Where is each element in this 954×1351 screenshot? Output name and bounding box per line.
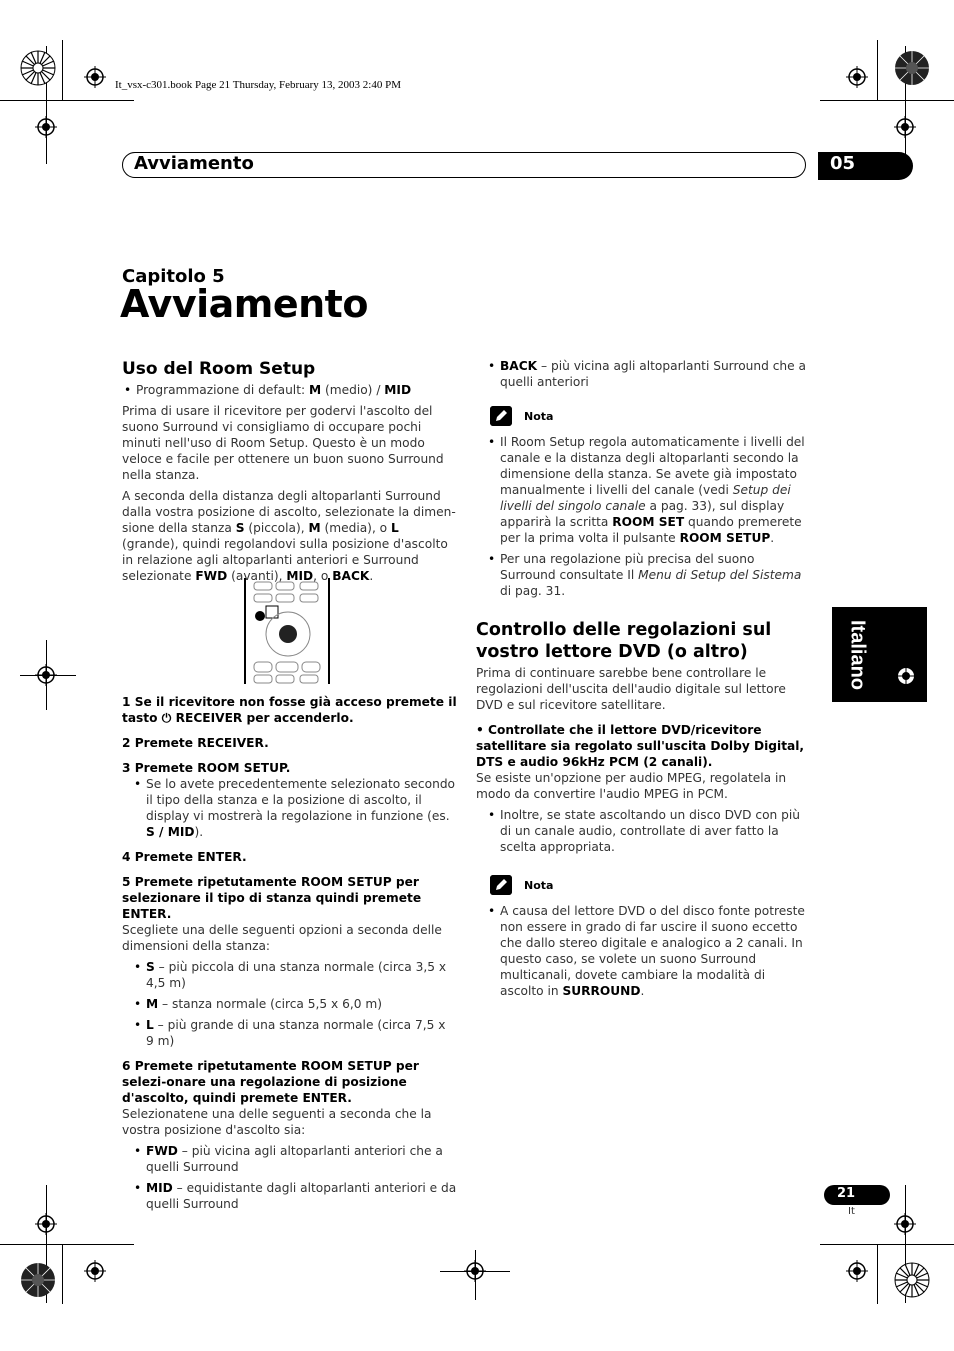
note-header: [490, 406, 808, 426]
paragraph: Selezionatene una delle seguenti a seconda che la vostra posizione d'ascolto sia:: [122, 1107, 432, 1137]
crop-mark: [62, 1244, 63, 1304]
registration-target-icon: [84, 1260, 106, 1282]
paragraph: Prima di usare il ricevitore per godervi l'ascolto del suono Surround vi consigliamo di occupare pochi minuti nell'uso di Room Setup. Questo è un modo veloce e facile per ottenere un buon suono Surround nella stanza.: [122, 404, 444, 482]
page-language: It: [848, 1206, 855, 1217]
step-4: 4 Premete ENTER.: [122, 850, 247, 864]
starburst-target-icon: [20, 50, 56, 86]
crop-mark: [0, 1244, 134, 1245]
step-3: 3 Premete ROOM SETUP.: [122, 761, 291, 775]
step-2: 2 Premete RECEIVER.: [122, 736, 269, 750]
paragraph: Se esiste un'opzione per audio MPEG, regolatela in modo da convertire l'audio MPEG in PCM.: [476, 771, 787, 801]
registration-target-icon: [84, 66, 106, 88]
registration-target-icon: [846, 1260, 868, 1282]
left-column: [122, 358, 457, 584]
starburst-target-icon: [894, 1262, 930, 1298]
step-5: 5 Premete ripetutamente ROOM SETUP per selezionare il tipo di stanza quindi premete ENTER.: [122, 875, 422, 921]
svg-text:Italiano: Italiano: [846, 619, 869, 691]
chapter-label: Capitolo 5: [122, 266, 225, 287]
left-steps: [122, 694, 457, 1212]
header-title: Avviamento: [134, 153, 254, 174]
starburst-target-icon: [894, 50, 930, 86]
registration-target-icon: [35, 664, 57, 686]
list-item: • S – più piccola di una stanza normale (circa 3,5 x 4,5 m): [132, 959, 457, 991]
list-item: • FWD – più vicina agli altoparlanti anteriori che a quelli Surround: [132, 1143, 457, 1175]
pencil-note-icon: [490, 406, 512, 426]
list-item: • L – più grande di una stanza normale (circa 7,5 x 9 m): [132, 1017, 457, 1049]
remote-control-illustration: [244, 578, 330, 684]
list-item: • Per una regolazione più precisa del suono Surround consultate Il Menu di Setup del Sistema di pag. 31.: [486, 551, 808, 599]
section-heading: Controllo delle regolazioni sul vostro lettore DVD (o altro): [476, 620, 772, 662]
default-setting: • Programmazione di default: M (medio) / MID: [122, 382, 457, 398]
page-number: 21: [836, 1186, 856, 1201]
chapter-title: Avviamento: [120, 282, 368, 326]
list-item: • MID – equidistante dagli altoparlanti anteriori e da quelli Surround: [132, 1180, 457, 1212]
registration-target-icon: [35, 116, 57, 138]
crop-mark: [820, 1244, 954, 1245]
list-item: • Inoltre, se state ascoltando un disco DVD con più di un canale audio, controllate di aver fatto la scelta appropriata.: [486, 807, 808, 855]
crop-mark: [0, 100, 134, 101]
paragraph: Prima di continuare sarebbe bene controllare le regolazioni dell'uscita dell'audio digitale sul lettore DVD e sul ricevitore satellitare.: [476, 666, 786, 712]
registration-target-icon: [846, 66, 868, 88]
registration-target-icon: [894, 116, 916, 138]
registration-target-icon: [464, 1260, 486, 1282]
power-icon: ⏻: [161, 711, 172, 725]
list-item: • BACK – più vicina agli altoparlanti Surround che a quelli anteriori: [486, 358, 808, 390]
paragraph: Scegliete una delle seguenti opzioni a seconda delle dimensioni della stanza:: [122, 923, 442, 953]
crop-mark: [877, 1244, 878, 1304]
step-1: 1 Se il ricevitore non fosse già acceso premete il tasto ⏻ RECEIVER per accenderlo.: [122, 695, 457, 725]
list-item: • Se lo avete precedentemente selezionato secondo il tipo della stanza e la posizione di ascolto, il display vi mostrerà la regolazione in funzione (es. S / MID).: [132, 776, 457, 840]
list-item: • M – stanza normale (circa 5,5 x 6,0 m): [132, 996, 457, 1012]
print-file-line: It_vsx-c301.book Page 21 Thursday, February 13, 2003 2:40 PM: [115, 79, 401, 91]
pencil-note-icon: [490, 875, 512, 895]
note-label: Nota: [524, 878, 554, 892]
crop-mark: [62, 40, 63, 100]
registration-target-icon: [894, 1213, 916, 1235]
section-heading: Uso del Room Setup: [122, 359, 316, 379]
chapter-number: 05: [830, 153, 856, 174]
language-side-label: [843, 615, 871, 695]
note-label: Nota: [524, 409, 554, 423]
list-item: • Il Room Setup regola automaticamente i livelli del canale e la distanza degli altoparlanti secondo la dimensione della stanza. Se avete già impostato manualmente i livelli del canale (vedi Setup dei livelli del singolo canale a pag. 33), sul display apparirà la scritta ROOM SET quando premerete per la prima volta il pulsante ROOM SETUP.: [486, 434, 808, 546]
crop-mark: [820, 100, 954, 101]
note-header: [490, 875, 808, 895]
paragraph: A seconda della distanza degli altoparlanti Surround dalla vostra posizione di ascolto, selezionate la dimen-sione della stanza S (piccola), M (media), o L (grande), quindi regolandovi sulla posizione d'ascolto in relazione agli altoparlanti anteriori e Surround selezionate FWD (avanti), MID, o BACK.: [122, 489, 456, 583]
registration-target-icon: [895, 665, 917, 687]
crop-mark: [877, 40, 878, 100]
registration-target-icon: [35, 1213, 57, 1235]
starburst-target-icon: [20, 1262, 56, 1298]
step-bullet: • Controllate che il lettore DVD/ricevitore satellitare sia regolato sull'uscita Dolby Digital, DTS e audio 96kHz PCM (2 canali).: [476, 723, 805, 769]
step-6: 6 Premete ripetutamente ROOM SETUP per selezi-onare una regolazione di posizione d'ascolto, quindi premete ENTER.: [122, 1059, 419, 1105]
list-item: • A causa del lettore DVD o del disco fonte potreste non essere in grado di far uscire il suono eccetto che dallo stereo digitale e analogico a 2 canali. In questo caso, se volete un suono Surround multicanali, dovete cambiare la modalità di ascolto in SURROUND.: [486, 903, 808, 999]
right-column: [476, 358, 808, 999]
